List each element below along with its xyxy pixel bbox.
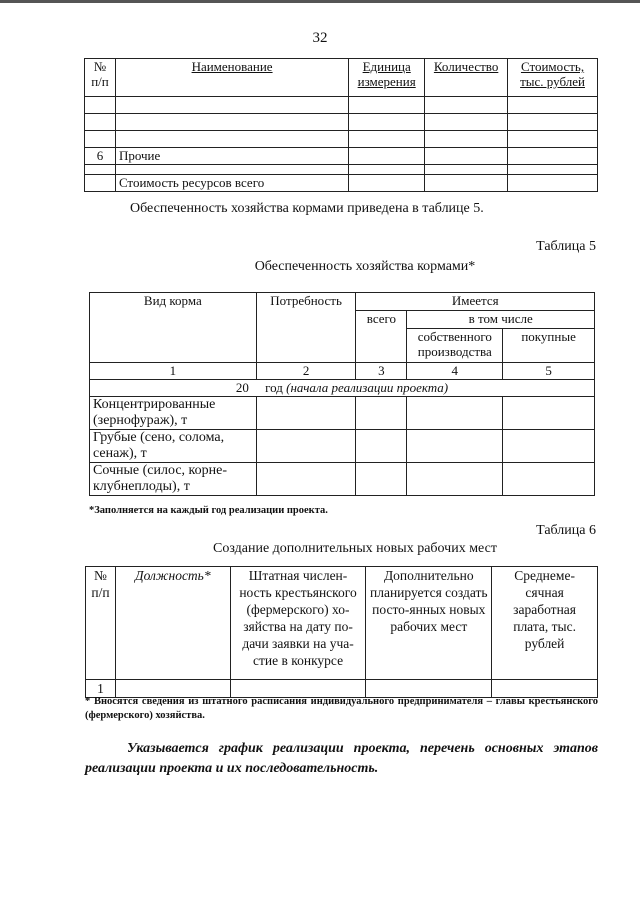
row-roughage: Грубые (сено, солома, сенаж), т bbox=[90, 430, 257, 463]
header-total: всего bbox=[356, 311, 407, 363]
closing-paragraph: Указывается график реализации проекта, перечень основных этапов реализации проекта и их последовательность. bbox=[85, 741, 598, 776]
year-row bbox=[90, 380, 595, 397]
year-number: 20 bbox=[235, 380, 249, 395]
col-num-4: 4 bbox=[407, 363, 503, 380]
header-avg-salary: Среднеме-сячная заработная плата, тыс. рублей bbox=[492, 567, 598, 680]
header-new-jobs: Дополнительно планируется создать посто-янных новых рабочих мест bbox=[366, 567, 492, 680]
table6-footnote: * Вносятся сведения из штатного расписания индивидуального предпринимателя – главы крестьянского (фермерского) хозяйства. bbox=[85, 696, 598, 721]
header-need: Потребность bbox=[256, 293, 356, 363]
jobs-table bbox=[85, 566, 598, 698]
page-number: 32 bbox=[312, 30, 328, 46]
paragraph-feed-intro: Обеспеченность хозяйства кормами приведена в таблице 5. bbox=[130, 201, 484, 216]
top-border-line bbox=[0, 0, 640, 3]
col-num-3: 3 bbox=[356, 363, 407, 380]
header-including: в том числе bbox=[407, 311, 595, 329]
table5-title: Обеспеченность хозяйства кормами* bbox=[254, 259, 476, 274]
table5-footnote: *Заполняется на каждый год реализации проекта. bbox=[89, 505, 328, 516]
table5-label: Таблица 5 bbox=[536, 239, 596, 254]
year-note: (начала реализации проекта) bbox=[286, 380, 449, 395]
row-num: 6 bbox=[85, 148, 116, 165]
header-available: Имеется bbox=[356, 293, 595, 311]
header-purchased: покупные bbox=[503, 329, 595, 363]
header-unit: Единица измерения bbox=[349, 59, 425, 97]
row-succulent: Сочные (силос, корне-клубнеплоды), т bbox=[90, 463, 257, 496]
header-name: Наименование bbox=[115, 59, 348, 97]
total-label: Стоимость ресурсов всего bbox=[115, 175, 348, 192]
col-num-2: 2 bbox=[256, 363, 356, 380]
header-cost: Стоимость, тыс. рублей bbox=[508, 59, 598, 97]
header-own-production: собственного производства bbox=[407, 329, 503, 363]
header-position: Должность* bbox=[115, 567, 230, 680]
row-name: Прочие bbox=[115, 148, 348, 165]
header-feed-type: Вид корма bbox=[90, 293, 257, 363]
row-concentrated: Концентрированные (зернофураж), т bbox=[90, 397, 257, 430]
col-num-1: 1 bbox=[90, 363, 257, 380]
header-staff-count: Штатная числен-ность крестьянского (фермерского) хо-зяйства на дату по-дачи заявки на уча-стие в конкурсе bbox=[230, 567, 366, 680]
resources-table bbox=[84, 58, 598, 192]
col-num-5: 5 bbox=[503, 363, 595, 380]
header-num: № п/п bbox=[85, 59, 116, 97]
header-quantity: Количество bbox=[425, 59, 508, 97]
header-num: № п/п bbox=[86, 567, 116, 680]
row-num: 1 bbox=[86, 680, 116, 698]
table6-title: Создание дополнительных новых рабочих мест bbox=[213, 541, 497, 556]
year-word: год bbox=[265, 380, 283, 395]
feed-table bbox=[89, 292, 595, 496]
table6-label: Таблица 6 bbox=[536, 523, 596, 538]
